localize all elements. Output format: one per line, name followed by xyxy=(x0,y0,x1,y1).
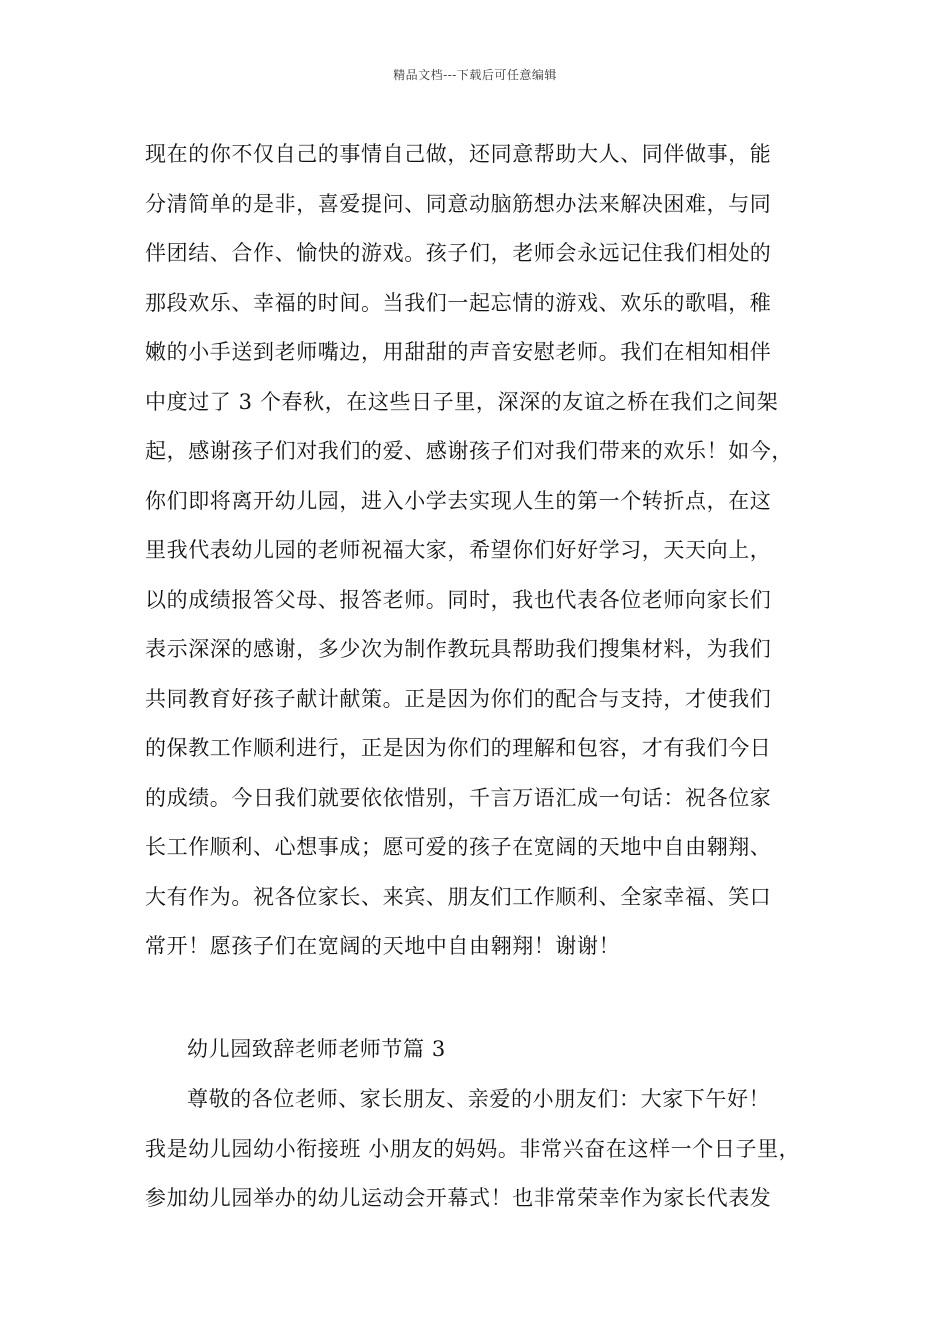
text-line: 长工作顺利、心想事成；愿可爱的孩子在宽阔的天地中自由翱翔、 xyxy=(145,835,772,859)
text-line: 伴团结、合作、愉快的游戏。孩子们，老师会永远记住我们相处的 xyxy=(145,241,772,265)
text-line: 分清简单的是非，喜爱提问、同意动脑筋想办法来解决困难，与同 xyxy=(145,191,772,216)
text-line: 以的成绩报答父母、报答老师。同时，我也代表各位老师向家长们 xyxy=(145,587,772,612)
text-line: 大有作为。祝各位家长、来宾、朋友们工作顺利、全家幸福、笑口 xyxy=(145,884,772,909)
section-speech-3 xyxy=(145,1023,825,1224)
page-header: 精品文档---下载后可任意编辑 xyxy=(393,68,557,82)
text-line: 的保教工作顺利进行，正是因为你们的理解和包容，才有我们今日 xyxy=(145,736,772,760)
text-line: 你们即将离开幼儿园，进入小学去实现人生的第一个转折点，在这 xyxy=(145,488,772,513)
text-line: 尊敬的各位老师、家长朋友、亲爱的小朋友们：大家下午好！ xyxy=(187,1087,771,1111)
text-line: 嫩的小手送到老师嘴边，用甜甜的声音安慰老师。我们在相知相伴 xyxy=(145,340,772,364)
text-line: 的成绩。今日我们就要依依惜别，千言万语汇成一句话：祝各位家 xyxy=(145,785,772,810)
text-line: 中度过了 3 个春秋，在这些日子里，深深的友谊之桥在我们之间架 xyxy=(145,389,779,414)
text-line: 共同教育好孩子献计献策。正是因为你们的配合与支持，才使我们 xyxy=(145,686,772,711)
text-line: 参加幼儿园举办的幼儿运动会开幕式！也非常荣幸作为家长代表发 xyxy=(145,1186,772,1210)
text-line: 我是幼儿园幼小衔接班 小朋友的妈妈。非常兴奋在这样一个日子里， xyxy=(145,1136,801,1161)
body-paragraph xyxy=(145,130,825,972)
text-line: 起，感谢孩子们对我们的爱、感谢孩子们对我们带来的欢乐！如今， xyxy=(145,439,793,463)
text-line: 里我代表幼儿园的老师祝福大家，希望你们好好学习，天天向上， xyxy=(145,538,772,562)
text-line: 常开！愿孩子们在宽阔的天地中自由翱翔！谢谢！ xyxy=(145,934,621,958)
section-title: 幼儿园致辞老师老师节篇 3 xyxy=(187,1037,446,1061)
text-line: 现在的你不仅自己的事情自己做，还同意帮助大人、同伴做事，能 xyxy=(145,142,772,166)
text-line: 表示深深的感谢，多少次为制作教玩具帮助我们搜集材料，为我们 xyxy=(145,637,772,661)
text-line: 那段欢乐、幸福的时间。当我们一起忘情的游戏、欢乐的歌唱，稚 xyxy=(145,290,772,315)
